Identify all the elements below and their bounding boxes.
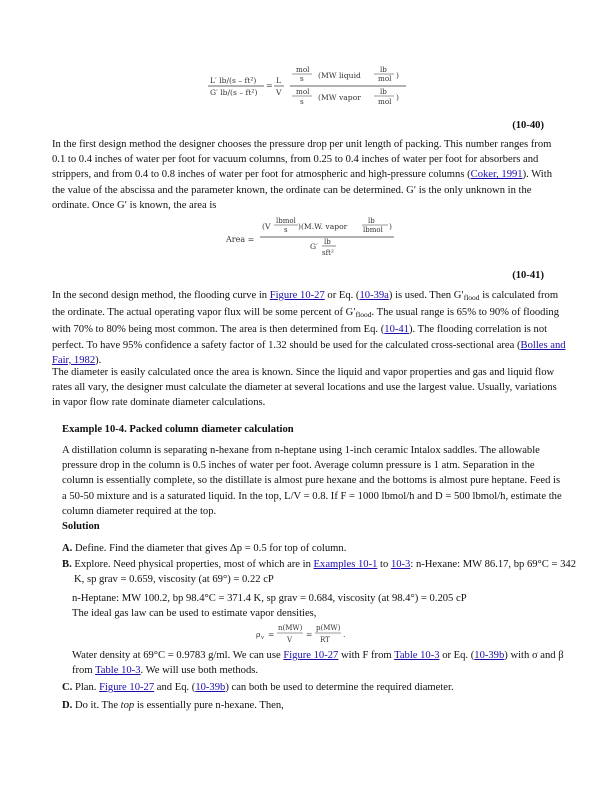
water-density-text: Water density at 69°C = 0.9783 g/ml. We can use Figure 10-27 with F from Table 10-3 or Eq. (10-39b) with σ and β from Table 10-3. We will use both methods. xyxy=(72,650,564,677)
equation-vapor-density xyxy=(256,622,366,648)
paragraph-design-method-1: In the first design method the designer chooses the pressure drop per unit length of packing. This number ranges from 0.1 to 0.4 inches of water per foot for vacuum columns, from 0.25 to 0.4 inches of water per foot for absorbers and strippers, and from 0.4 to 0.8 inches of water per foot for atmospheric and high-pressure columns (Coker, 1991). With the value of the abscissa and the parameter known, the ordinate can be determined. G′ is the only unknown in the ordinate. Once G′ is known, the area is xyxy=(52,139,552,211)
svg-text:): ) xyxy=(396,71,399,80)
svg-text:s: s xyxy=(300,74,304,83)
svg-text:lbmol: lbmol xyxy=(363,226,383,234)
svg-text:lb: lb xyxy=(324,238,331,246)
link-eq-10-39a[interactable]: 10-39a xyxy=(359,290,389,301)
equation-10-40 xyxy=(208,66,418,108)
equation-10-41-graphic xyxy=(226,215,396,263)
link-examples-10-1[interactable]: Examples 10-1 xyxy=(313,559,378,570)
eq40-lhs-den: G′ lb/(s – ft²) xyxy=(210,88,258,97)
eq40-mid-den: V xyxy=(276,88,282,97)
svg-text:lb: lb xyxy=(380,66,387,74)
svg-text:)(M.W. vapor: )(M.W. vapor xyxy=(298,222,348,231)
svg-text:(MW vapor: (MW vapor xyxy=(318,93,361,102)
svg-text:v: v xyxy=(261,635,265,641)
paragraph-diameter: The diameter is easily calculated once the area is known. Since the liquid and vapor properties and gas and liquid flow rates all vary, the designer must calculate the diameter at several locations and use the largest value. Usually, variations in vapor flow rate dominate diameter calculations. xyxy=(52,367,557,409)
link-coker-1991[interactable]: Coker, 1991 xyxy=(470,169,523,181)
step-c: C. Plan. Figure 10-27 and Eq. (10-39b) can both be used to determine the required diameter. xyxy=(62,682,454,693)
heptane-properties: n-Heptane: MW 100.2, bp 98.4°C = 371.4 K, sp grav = 0.684, viscosity (at 98.4°) = 0.205 cP xyxy=(72,593,467,604)
link-figure-10-27-c[interactable]: Figure 10-27 xyxy=(99,682,155,693)
svg-text:lb: lb xyxy=(380,87,387,96)
svg-text:mol: mol xyxy=(296,66,310,74)
link-figure-10-27-b[interactable]: Figure 10-27 xyxy=(283,650,339,661)
ideal-gas-text: The ideal gas law can be used to estimate vapor densities, xyxy=(72,608,317,619)
link-bolles-fair-1982[interactable]: Bolles and Fair, 1982 xyxy=(52,339,566,366)
example-body: A distillation column is separating n-hexane from n-heptane using 1-inch ceramic Intalox saddles. The allowable pressure drop in the column is 0.5 inches of water per foot. Average column pressure is 1 atm. Separation in the column is essentially complete, so the distillate is almost pure hexane and the bottoms is almost pure heptane. Feed is a 50-50 mixture and is a saturated liquid. In the top, L/V = 0.8. If F = 1000 lbmol/h and D = 500 lbmol/h, estimate the column diameter required at the top. xyxy=(62,445,562,517)
svg-text:lb: lb xyxy=(368,217,375,225)
svg-text:mol: mol xyxy=(378,74,392,83)
equation-number-10-41: (10-41) xyxy=(512,270,544,281)
svg-text:n(MW): n(MW) xyxy=(278,624,303,632)
svg-text:V: V xyxy=(287,636,293,644)
svg-text:): ) xyxy=(389,222,392,231)
link-eq-10-41[interactable]: 10-41 xyxy=(384,324,409,336)
svg-text:(MW liquid: (MW liquid xyxy=(318,71,361,80)
svg-text:): ) xyxy=(396,93,399,102)
svg-text:p(MW): p(MW) xyxy=(316,624,341,632)
svg-text:mol: mol xyxy=(296,87,310,96)
svg-text:s: s xyxy=(300,97,304,106)
svg-text:s: s xyxy=(284,226,288,234)
equation-vapor-density-graphic xyxy=(256,622,366,648)
svg-text:=: = xyxy=(266,81,273,90)
svg-text:.: . xyxy=(343,630,346,639)
svg-text:lbmol: lbmol xyxy=(276,217,296,225)
step-d: D. Do it. The top is essentially pure n-hexane. Then, xyxy=(62,700,284,711)
eq41-area: Area = xyxy=(226,235,255,244)
eq40-lhs-num: L′ lb/(s – ft²) xyxy=(210,76,257,85)
step-a: A. Define. Find the diameter that gives Δp = 0.5 for top of column. xyxy=(62,543,347,554)
eq40-mid-num: L xyxy=(276,76,282,85)
link-eq-10-39b[interactable]: 10-39b xyxy=(474,650,505,661)
link-table-10-3-b[interactable]: Table 10-3 xyxy=(95,665,141,677)
svg-text:sft²: sft² xyxy=(322,249,334,257)
equation-number-10-40: (10-40) xyxy=(512,120,544,131)
equation-10-41 xyxy=(226,215,396,263)
svg-text:mol: mol xyxy=(378,97,392,106)
svg-text:RT: RT xyxy=(320,636,330,644)
paragraph-design-method-2: In the second design method, the flooding curve in Figure 10-27 or Eq. (10-39a) is used. Then $G'_{flood}$ is calculated from the ordinate. The actual operating vapor flux will be some percent of $G'_{flood}$. The usual range is 65% to 90% of flooding with 70% to 80% being most common. The area is then determined from Eq. (10-41). The flooding correlation is not perfect. To have 95% confidence a safety factor of 1.32 should be used for the calculated cross-sectional area (Bolles and Fair, 1982). xyxy=(52,290,566,366)
link-eq-10-39b-c[interactable]: 10-39b xyxy=(195,682,226,693)
example-title: Example 10-4. Packed column diameter calculation xyxy=(62,424,294,435)
link-example-10-3[interactable]: 10-3 xyxy=(390,559,411,570)
svg-text:(V: (V xyxy=(262,222,271,231)
svg-text:=: = xyxy=(268,630,275,639)
link-figure-10-27[interactable]: Figure 10-27 xyxy=(269,290,325,301)
svg-text:ρ: ρ xyxy=(256,630,261,639)
solution-label: Solution xyxy=(62,521,100,532)
svg-text:G′: G′ xyxy=(310,242,318,251)
svg-text:=: = xyxy=(306,630,313,639)
link-table-10-3[interactable]: Table 10-3 xyxy=(394,650,440,661)
step-b: B. Explore. Need physical properties, most of which are in Examples 10-1 to 10-3: n-Hexane: MW 86.17, bp 69°C = 342 K, sp grav = 0.659, viscosity (at 69°) = 0.22 cP xyxy=(62,559,577,586)
equation-10-40-graphic xyxy=(208,66,418,108)
